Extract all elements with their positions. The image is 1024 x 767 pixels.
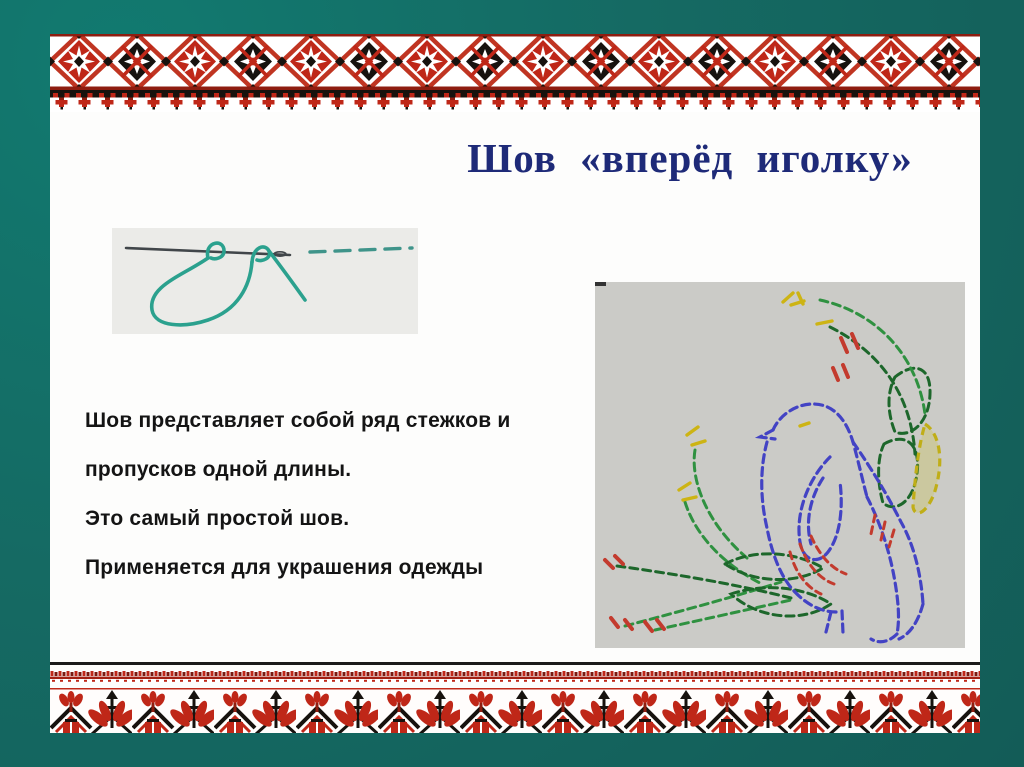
top-ornament-cross-band [50, 93, 980, 112]
checker-strip-pattern [50, 671, 980, 682]
slide-title: Шов «вперёд иголку» [467, 135, 913, 181]
running-stitch-diagram-image [112, 228, 418, 334]
body-line-1: Шов представляет собой ряд стежков и [85, 409, 511, 432]
slide [50, 34, 980, 733]
bird-embroidery-drawing [595, 282, 965, 648]
body-line-3: Это самый простой шов. [85, 507, 350, 530]
stitch-diagram-drawing [112, 228, 418, 334]
top-ornament-star-band [50, 34, 980, 90]
bottom-ornament-floral-band [50, 688, 980, 733]
body-line-2: пропусков одной длины. [85, 458, 352, 481]
bottom-ornament-checker-strip [50, 671, 980, 682]
body-line-4: Применяется для украшения одежды [85, 556, 484, 579]
bottom-divider-line [50, 662, 980, 665]
cross-band-pattern [50, 93, 980, 112]
star-band-pattern [50, 34, 980, 90]
floral-band-pattern [50, 688, 980, 733]
body-text [85, 396, 585, 592]
bird-embroidery-image [595, 282, 965, 648]
